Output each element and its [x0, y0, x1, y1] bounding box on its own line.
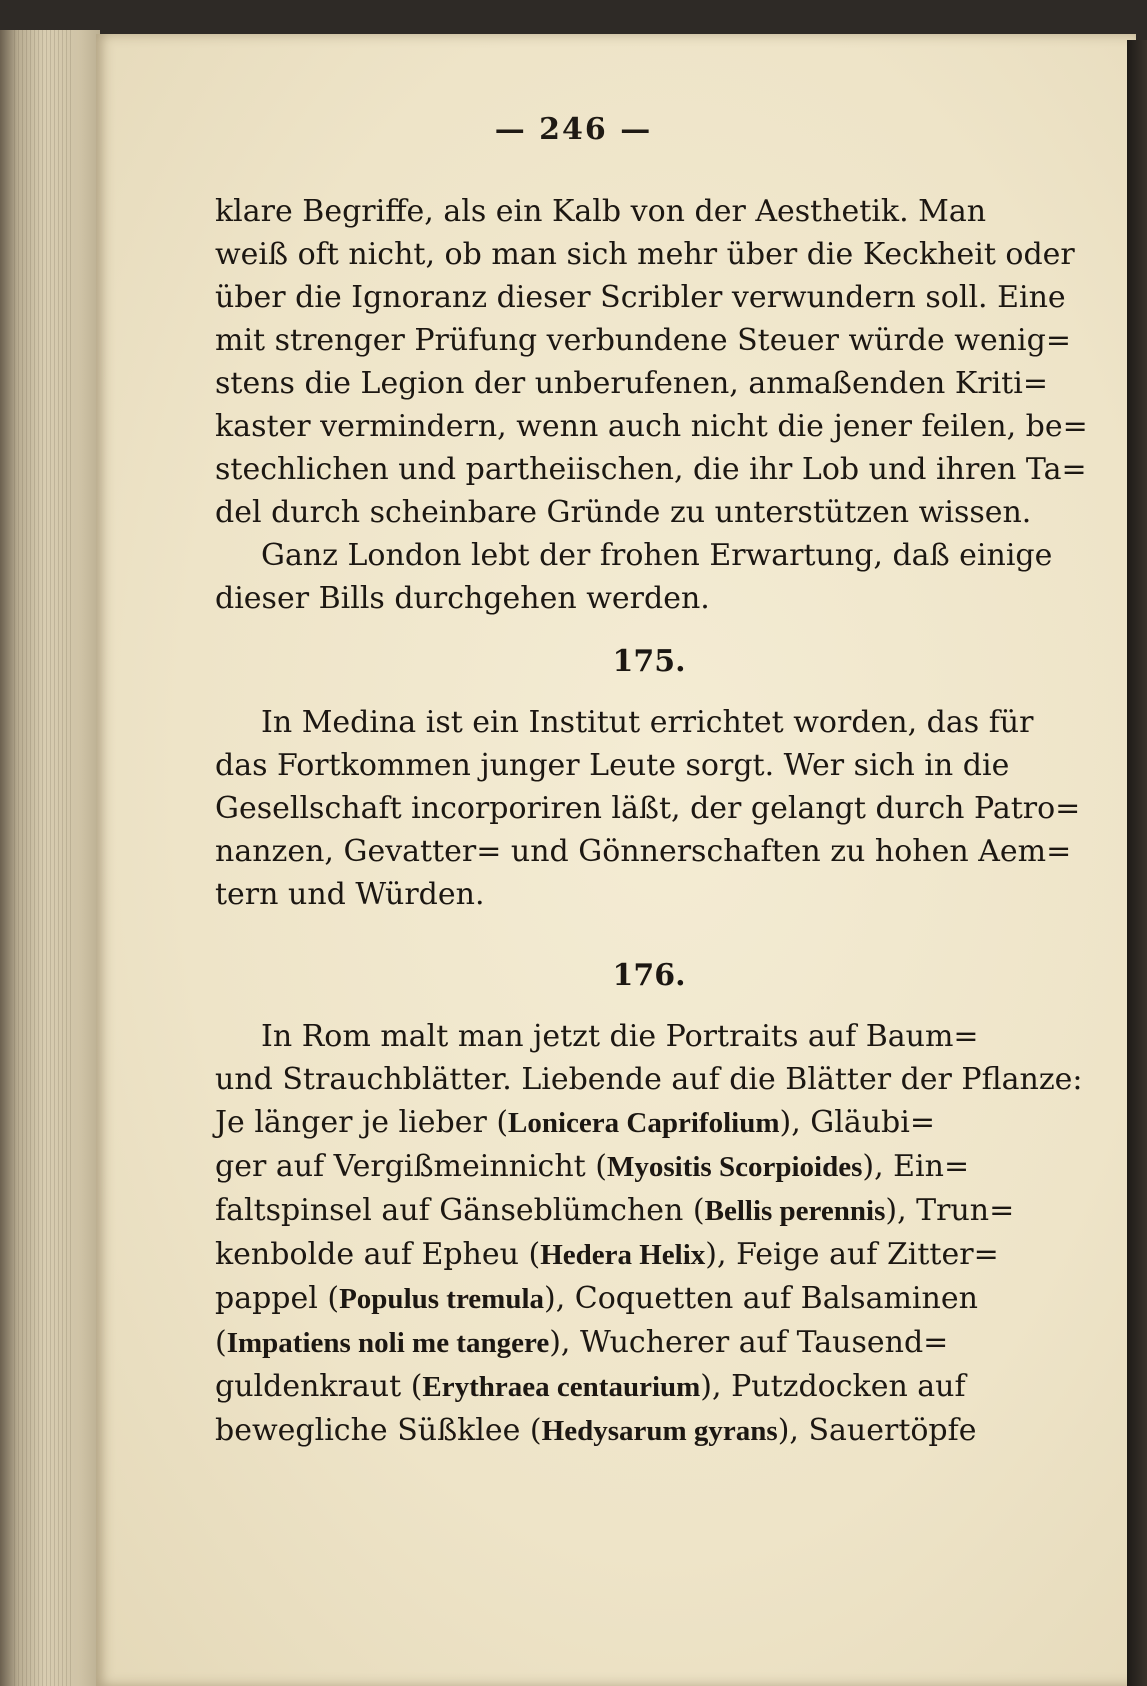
text-run: ), Putzdocken auf: [700, 1369, 966, 1404]
text-run: kenbolde auf Epheu (: [215, 1237, 541, 1272]
text-line: [215, 1277, 1083, 1321]
latin-name: Lonicera Caprifolium: [508, 1107, 780, 1139]
text-line: und Strauchblätter. Liebende auf die Blätter der Pflanze:: [215, 1062, 1083, 1097]
latin-name: Impatiens noli me tangere: [226, 1327, 550, 1359]
text-line: [215, 1409, 1083, 1453]
latin-name: Hedera Helix: [540, 1239, 706, 1271]
text-run: guldenkraut (: [215, 1369, 423, 1404]
text-line: [215, 1145, 1083, 1189]
text-line: klare Begriffe, als ein Kalb von der Aesthetik. Man: [215, 194, 987, 229]
text-run: ), Gläubi=: [779, 1105, 935, 1140]
page-stack-edge: [0, 30, 100, 1686]
text-run: (: [215, 1325, 227, 1360]
latin-name: Myositis Scorpioides: [606, 1151, 863, 1183]
latin-name: Populus tremula: [339, 1283, 545, 1315]
text-line: In Rom malt man jetzt die Portraits auf Baum=: [261, 1019, 979, 1054]
text-line: mit strenger Prüfung verbundene Steuer würde wenig=: [215, 323, 1071, 358]
section-176-text: [215, 1015, 1083, 1453]
latin-name: Erythraea centaurium: [422, 1371, 701, 1403]
text-line: [215, 1101, 1083, 1145]
paragraph-1: [215, 190, 1088, 534]
page-body: [215, 190, 1088, 1453]
text-line: weiß oft nicht, ob man sich mehr über die Keckheit oder: [215, 237, 1075, 272]
text-line: [215, 1321, 1083, 1365]
latin-name: Bellis perennis: [704, 1195, 886, 1227]
text-run: faltspinsel auf Gänseblümchen (: [215, 1193, 705, 1228]
text-line: [215, 1189, 1083, 1233]
text-line: del durch scheinbare Gründe zu unterstützen wissen.: [215, 495, 1032, 530]
text-run: ger auf Vergißmeinnicht (: [215, 1149, 607, 1184]
text-run: ), Coquetten auf Balsaminen: [544, 1281, 978, 1316]
text-run: ), Wucherer auf Tausend=: [549, 1325, 949, 1360]
text-line: tern und Würden.: [215, 877, 485, 912]
text-run: ), Sauertöpfe: [777, 1413, 977, 1448]
text-line: In Medina ist ein Institut errichtet worden, das für: [261, 705, 1034, 740]
text-run: ), Ein=: [862, 1149, 970, 1184]
text-line: Ganz London lebt der frohen Erwartung, daß einige: [261, 538, 1053, 573]
text-line: [215, 1233, 1083, 1277]
text-line: Gesellschaft incorporiren läßt, der gelangt durch Patro=: [215, 791, 1081, 826]
text-line: stens die Legion der unberufenen, anmaßenden Kriti=: [215, 366, 1048, 401]
text-line: kaster vermindern, wenn auch nicht die jener feilen, be=: [215, 409, 1088, 444]
text-line: nanzen, Gevatter= und Gönnerschaften zu hohen Aem=: [215, 834, 1072, 869]
page-number: — 246 —: [494, 112, 653, 147]
section-175-text: [215, 701, 1083, 916]
text-line: [215, 1365, 1083, 1409]
latin-name: Hedysarum gyrans: [541, 1415, 778, 1447]
text-line: stechlichen und partheiischen, die ihr Lob und ihren Ta=: [215, 452, 1087, 487]
text-line: das Fortkommen junger Leute sorgt. Wer sich in die: [215, 748, 1010, 783]
text-line: dieser Bills durchgehen werden.: [215, 581, 710, 616]
text-run: pappel (: [215, 1281, 340, 1316]
text-run: ), Feige auf Zitter=: [705, 1237, 999, 1272]
section-number-176: 176.: [612, 958, 686, 993]
binding-edge: [1127, 40, 1147, 1686]
section-number-175: 175.: [612, 644, 686, 679]
paragraph-2: [215, 534, 1083, 620]
text-run: Je länger je lieber (: [215, 1105, 509, 1140]
text-run: bewegliche Süßklee (: [215, 1413, 542, 1448]
text-line: über die Ignoranz dieser Scribler verwundern soll. Eine: [215, 280, 1066, 315]
text-run: ), Trun=: [885, 1193, 1015, 1228]
